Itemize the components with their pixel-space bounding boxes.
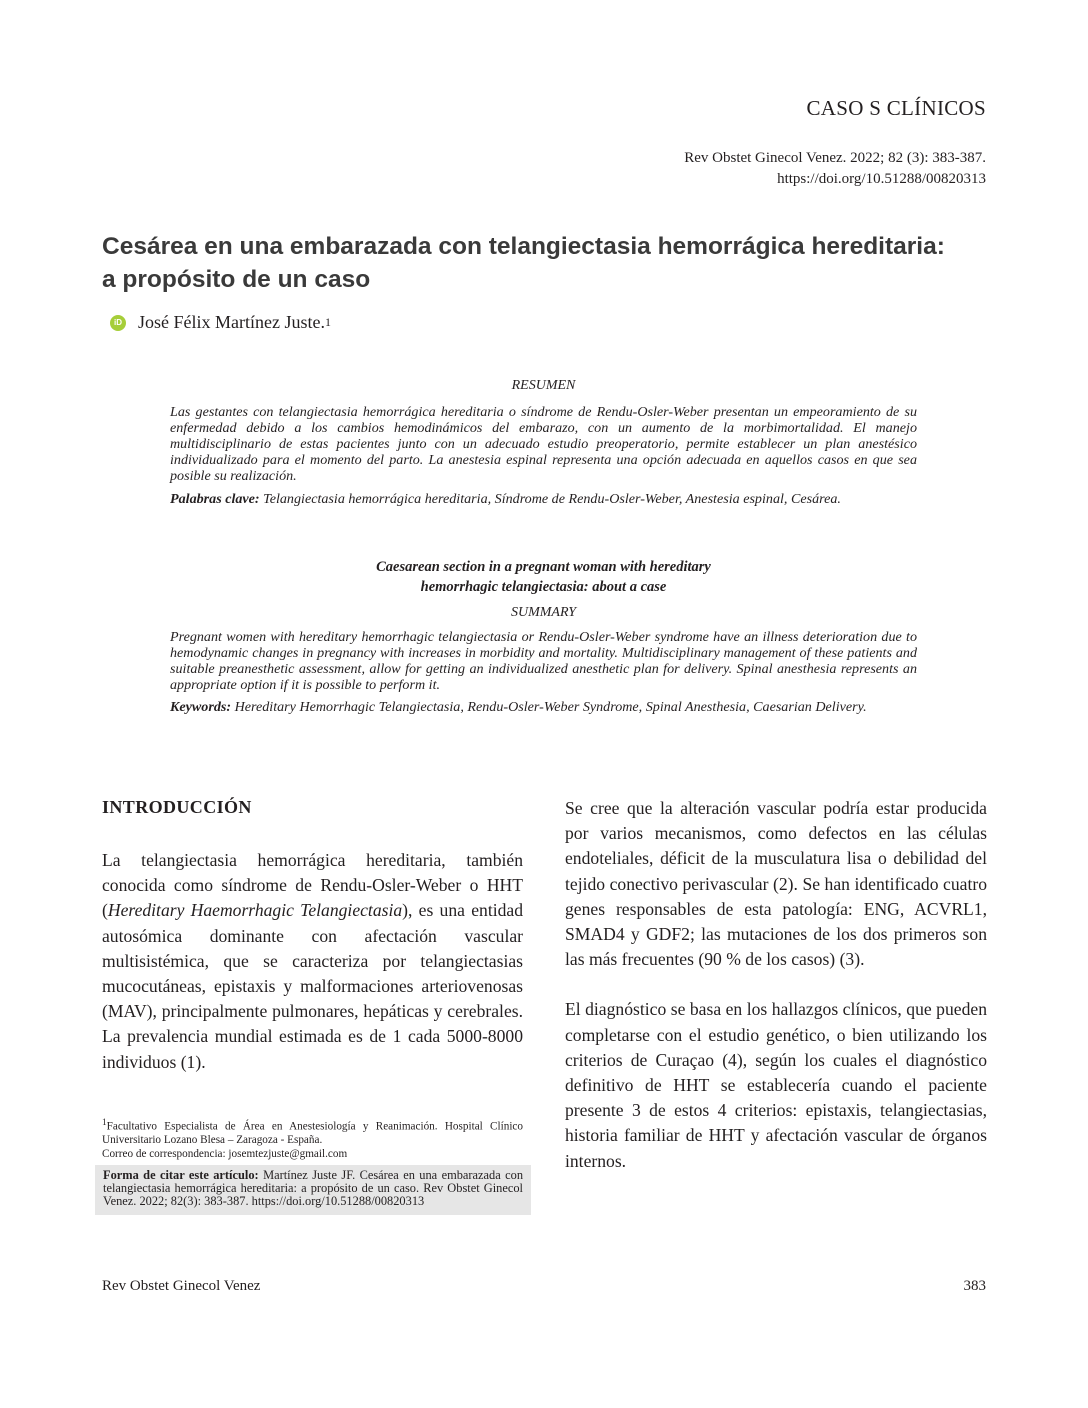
summary-heading: SUMMARY <box>510 605 577 620</box>
summary-keywords-text: Hereditary Hemorrhagic Telangiectasia, Rendu-Osler-Weber Syndrome, Spinal Anesthesia, Caesarian Delivery. <box>234 699 867 716</box>
intro-paragraph-3: El diagnóstico se basa en los hallazgos clínicos, que pueden completarse con el estudio genético, o bien utilizando los criterios de Curaçao (4), según los cuales el diagnóstico definitivo de HHT se establecería cuando el paciente presente 3 de estos 4 criterios: epistaxis, telangiectasias, historia familiar de HHT y afectación vascular de órganos internos. <box>565 999 987 1171</box>
page-number: 383 <box>963 1278 986 1294</box>
journal-citation <box>684 148 986 190</box>
citation-box-label: Forma de citar este artículo: <box>103 1168 259 1182</box>
title-line-1: Cesárea en una embarazada con telangiectasia hemorrágica hereditaria: <box>102 233 945 260</box>
intro-p1-emphasis: Hereditary Haemorrhagic Telangiectasia <box>107 900 403 921</box>
resumen-block <box>170 378 917 507</box>
resumen-keywords-label: Palabras clave: <box>170 490 260 507</box>
left-column <box>102 848 523 1075</box>
summary-keywords <box>170 699 917 715</box>
summary-text: Pregnant women with hereditary hemorrhagic telangiectasia or Rendu-Osler-Weber syndrome have an illness deterioration due to hemodynamic changes in pregnancy with increases in morbidity and mortality. Multidisciplinary management of these patients and suitable preanesthetic assessment, allow for getting an individualized anesthetic plan for delivery. Spinal anesthesia represents an appropriate option if it is possible to perform it. <box>170 629 917 694</box>
author-name: José Félix Martínez Juste. <box>138 312 325 332</box>
summary-keywords-label: Keywords: <box>170 699 232 716</box>
intro-paragraph-2: Se cree que la alteración vascular podría estar producida por varios mecanismos, como defectos en las células endoteliales, déficit de la musculatura lisa o debilidad del tejido conectivo perivascular (2). Se han identificado cuatro genes responsables de esta patología: ENG, ACVRL1, SMAD4 y GDF2; las mutaciones de los dos primeros son las más frecuentes (90 % de los casos) (3). <box>565 798 987 970</box>
resumen-keywords <box>170 491 917 507</box>
intro-paragraph-1 <box>102 848 523 1075</box>
footnote-mark: 1 <box>102 1118 107 1128</box>
intro-p1-part-a: La telangiectasia hemorrágica hereditaria, también conocida como síndrome de Rendu-Osler-Weber o HHT ( <box>102 850 523 921</box>
author-line <box>110 312 331 333</box>
orcid-icon[interactable] <box>110 315 126 331</box>
doi-link[interactable]: https://doi.org/10.51288/00820313 <box>777 171 986 187</box>
citation-box-text: Martínez Juste JF. Cesárea en una embarazada con telangiectasia hemorrágica hereditaria: a propósito de un caso. Rev Obstet Ginecol Venez. 2022; 82(3): 383-387. https://doi.org/10.51288/00820313 <box>103 1168 524 1209</box>
intro-heading: INTRODUCCIÓN <box>102 797 252 817</box>
footnote-affiliation <box>102 1117 523 1148</box>
resumen-text: Las gestantes con telangiectasia hemorrágica hereditaria o síndrome de Rendu-Osler-Weber presentan un empeoramiento de su enfermedad debido a los cambios hemodinámicos del embarazo, con un aumento de la morbimortalidad. El manejo multidisciplinario de estas pacientes junto con un adecuado estudio preoperatorio, permite establecer un plan anestésico individualizado para el momento del parto. La anestesia espinal representa una opción adecuada en aquellos casos en que sea posible su realización. <box>170 404 917 485</box>
english-title <box>170 557 917 597</box>
title-line-2: a propósito de un caso <box>102 266 371 293</box>
english-title-line-2: hemorrhagic telangiectasia: about a case <box>420 579 667 595</box>
affiliation-footnote <box>102 1117 523 1161</box>
right-column <box>565 796 987 1174</box>
resumen-heading: RESUMEN <box>511 378 576 393</box>
citation-line: Rev Obstet Ginecol Venez. 2022; 82 (3): 383-387. <box>684 150 986 166</box>
footnote-affiliation-text: Facultativo Especialista de Área en Anestesiología y Reanimación. Hospital Clínico Universitario Lozano Blesa – Zaragoza - España. <box>102 1120 523 1147</box>
intro-p1-part-b: ), es una entidad autosómica dominante con afectación vascular multisistémica, que se caracteriza por telangiectasias mucocutáneas, epistaxis y malformaciones arteriovenosas (MAV), principalmente pulmonares, hepáticas y cerebrales. La prevalencia mundial estimada es de 1 cada 5000-8000 individuos (1). <box>102 900 523 1072</box>
english-title-line-1: Caesarean section in a pregnant woman with hereditary <box>376 559 711 575</box>
summary-block <box>170 605 917 716</box>
article-title <box>102 230 992 296</box>
footer-journal: Rev Obstet Ginecol Venez <box>102 1278 261 1294</box>
section-label: CASO S CLÍNICOS <box>806 96 986 120</box>
orcid-icon-label: iD <box>114 318 122 327</box>
author-affiliation-mark: 1 <box>324 315 331 329</box>
footnote-email: Correo de correspondencia: josemtezjuste@gmail.com <box>102 1147 348 1160</box>
citation-box <box>95 1165 531 1215</box>
resumen-keywords-text: Telangiectasia hemorrágica hereditaria, Síndrome de Rendu-Osler-Weber, Anestesia espinal, Cesárea. <box>263 490 841 507</box>
